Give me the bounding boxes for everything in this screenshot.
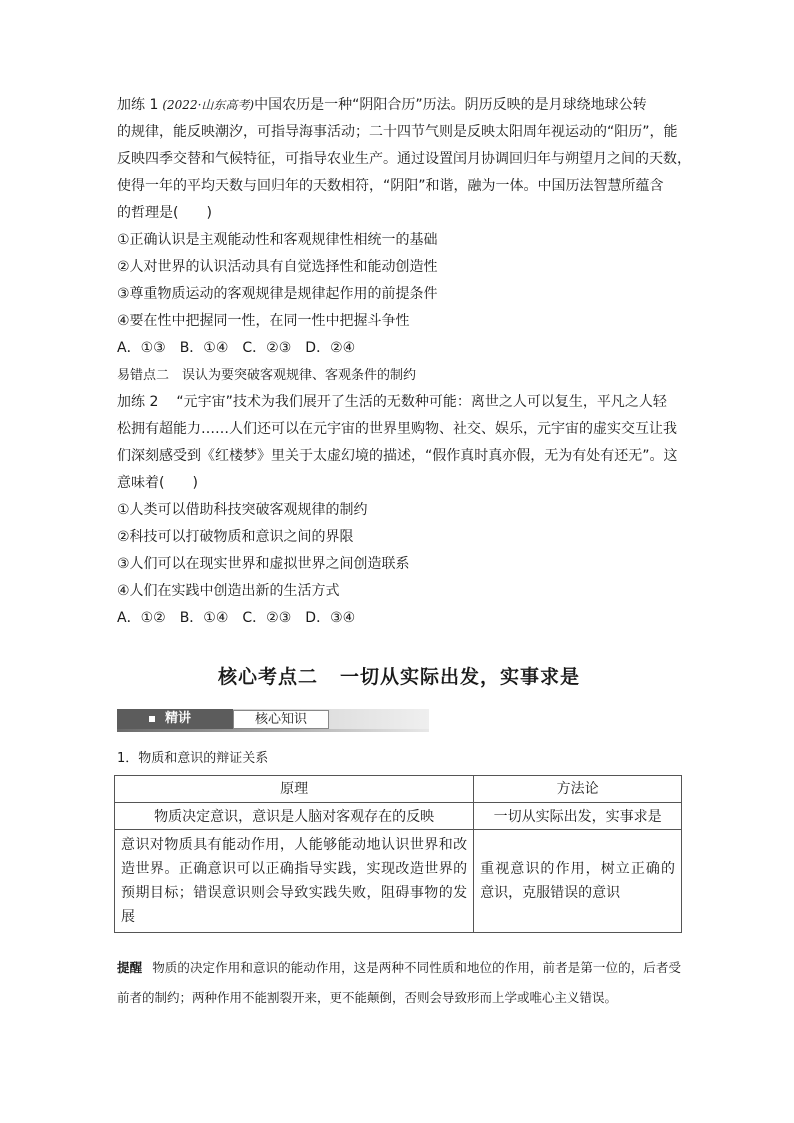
option-a: A．①③ xyxy=(117,340,166,356)
section-title: 核心考点二 一切从实际出发，实事求是 xyxy=(217,666,581,688)
table-cell: 意识对物质具有能动作用，人能够能动地认识世界和改造世界。正确意识可以正确指导实践，实现改造世界的预期目标；错误意识则会导致实践失败，阻碍事物的发展 xyxy=(115,830,474,933)
table-cell: 物质决定意识，意识是人脑对客观存在的反映 xyxy=(115,803,474,830)
document-content xyxy=(117,92,691,1013)
reminder-tag: 提醒 xyxy=(117,960,143,975)
question-2-item-1: ①人类可以借助科技突破客观规律的制约 xyxy=(117,502,368,518)
question-1-item-3: ③尊重物质运动的客观规律是规律起作用的前提条件 xyxy=(117,286,438,302)
question-1-source: (2022·山东高考) xyxy=(162,98,255,112)
question-1-stem-line-2: 的规律，能反映潮汐，可指导海事活动；二十四节气则是反映太阳周年视运动的“阳历”，能 xyxy=(117,124,678,140)
option-b: B．①④ xyxy=(179,610,229,626)
reminder-text: 物质的决定作用和意识的能动作用，这是两种不同性质和地位的作用，前者是第一位的，后者受前者的制约；两种作用不能割裂开来，更不能颠倒，否则会导致形而上学或唯心主义错误。 xyxy=(117,960,681,1005)
principle-method-table xyxy=(114,775,682,933)
question-1-stem-line-5: 的哲理是( ) xyxy=(117,205,212,221)
question-2-label: 加练 2 xyxy=(117,394,159,410)
option-b: B．①④ xyxy=(179,340,229,356)
question-2-item-4: ④人们在实践中创造出新的生活方式 xyxy=(117,583,340,599)
banner-label-light: 核心知识 xyxy=(233,710,329,729)
question-1-item-1: ①正确认识是主观能动性和客观规律性相统一的基础 xyxy=(117,232,438,248)
question-1-item-4: ④要在性中把握同一性，在同一性中把握斗争性 xyxy=(117,313,410,329)
question-1 xyxy=(117,92,691,362)
question-2-item-3: ③人们可以在现实世界和虚拟世界之间创造联系 xyxy=(117,556,410,572)
square-bullet-icon xyxy=(149,716,155,722)
question-1-options xyxy=(117,335,681,362)
header-methodology: 方法论 xyxy=(474,776,682,803)
question-1-stem-line-4: 使得一年的平均天数与回归年的天数相符，“阴阳”和谐，融为一体。中国历法智慧所蕴含 xyxy=(117,178,664,194)
reminder-note xyxy=(117,953,681,1013)
option-d: D．③④ xyxy=(305,610,356,626)
option-c: C．②③ xyxy=(242,340,292,356)
question-1-stem-line-3: 反映四季交替和气候特征，可指导农业生产。通过设置闰月协调回归年与朔望月之间的天数， xyxy=(117,151,691,167)
question-2-stem-line-4: 意味着( ) xyxy=(117,475,198,491)
option-c: C．②③ xyxy=(242,610,292,626)
table-header-row xyxy=(115,776,682,803)
table-cell: 一切从实际出发，实事求是 xyxy=(474,803,682,830)
option-d: D．②④ xyxy=(305,340,356,356)
question-2-item-2: ②科技可以打破物质和意识之间的界限 xyxy=(117,529,354,545)
error-point-heading: 易错点二 误认为要突破客观规律、客观条件的制约 xyxy=(117,368,417,383)
question-2 xyxy=(117,389,681,632)
table-row xyxy=(115,803,682,830)
banner-label-dark: 精讲 xyxy=(117,709,233,729)
question-2-stem-line-3: 们深刻感受到《红楼梦》里关于太虚幻境的描述，“假作真时真亦假，无为有处有还无”。这 xyxy=(117,448,678,464)
question-1-label: 加练 1 xyxy=(117,97,159,113)
header-principle: 原理 xyxy=(115,776,474,803)
question-2-options xyxy=(117,605,681,632)
question-2-stem-line-1: 加练 2 “元宇宙”技术为我们展开了生活的无数种可能：离世之人可以复生，平凡之人轻 xyxy=(117,394,667,410)
question-1-item-2: ②人对世界的认识活动具有自觉选择性和能动创造性 xyxy=(117,259,438,275)
subheading: 1．物质和意识的辩证关系 xyxy=(117,751,269,766)
option-a: A．①② xyxy=(117,610,166,626)
table-row xyxy=(115,830,682,933)
table-cell: 重视意识的作用，树立正确的意识，克服错误的意识 xyxy=(474,830,682,933)
question-1-stem-line-1: 加练 1 (2022·山东高考)中国农历是一种“阴阳合历”历法。阴历反映的是月球绕地球公转 xyxy=(117,97,647,113)
question-2-stem-line-2: 松拥有超能力……人们还可以在元宇宙的世界里购物、社交、娱乐，元宇宙的虚实交互让我 xyxy=(117,421,677,437)
section-banner xyxy=(117,709,429,733)
